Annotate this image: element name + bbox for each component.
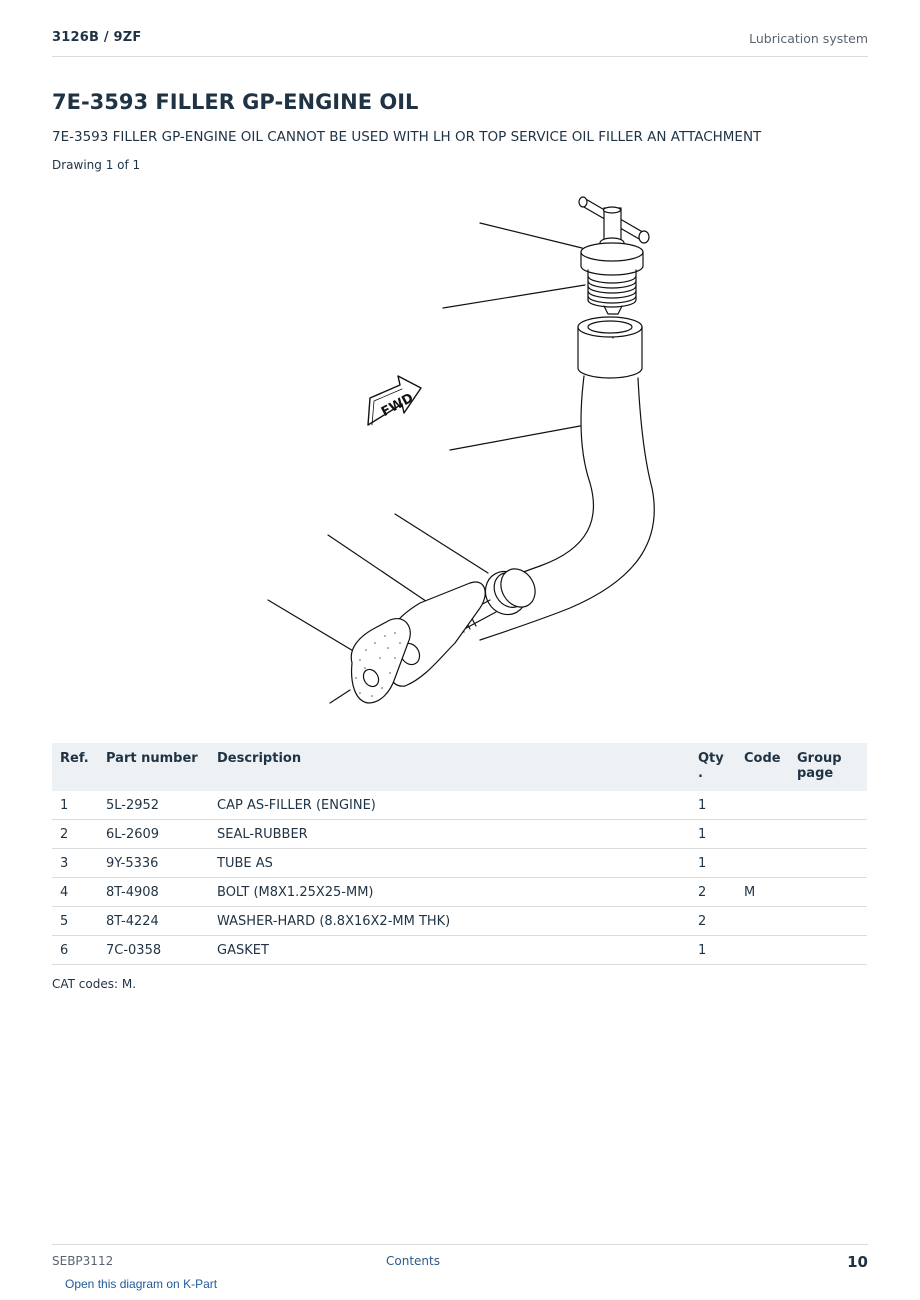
row-description: TUBE AS (209, 849, 690, 878)
col-ref: Ref. (52, 743, 98, 791)
row-part-number: 9Y-5336 (98, 849, 209, 878)
leader-line-4 (395, 514, 488, 573)
threaded-plug (588, 270, 636, 314)
table-row (52, 791, 867, 820)
drawing-count: Drawing 1 of 1 (52, 158, 141, 172)
row-ref: 1 (52, 791, 98, 820)
rubber-seal (578, 317, 642, 378)
row-qty: 2 (690, 907, 736, 936)
leader-line-2 (443, 285, 585, 308)
row-part-number: 7C-0358 (98, 936, 209, 965)
col-qty: Qty . (690, 743, 736, 791)
row-code (736, 849, 789, 878)
row-qty: 1 (690, 820, 736, 849)
document-id: SEBP3112 (52, 1254, 114, 1268)
row-ref: 2 (52, 820, 98, 849)
row-code (736, 907, 789, 936)
row-ref: 5 (52, 907, 98, 936)
col-description: Description (209, 743, 690, 791)
row-ref: 6 (52, 936, 98, 965)
row-group-page (789, 791, 867, 820)
row-qty: 2 (690, 878, 736, 907)
table-row (52, 936, 867, 965)
col-part-number: Part number (98, 743, 209, 791)
row-description: GASKET (209, 936, 690, 965)
row-ref: 4 (52, 878, 98, 907)
page-number: 10 (847, 1253, 868, 1271)
table-row (52, 820, 867, 849)
fwd-arrow-label: FWD (378, 390, 417, 420)
row-code (736, 820, 789, 849)
row-code (736, 936, 789, 965)
col-group-page: Group page (789, 743, 867, 791)
leader-line-3 (450, 426, 580, 450)
page-header (52, 28, 868, 57)
row-part-number: 8T-4908 (98, 878, 209, 907)
table-row (52, 849, 867, 878)
row-ref: 3 (52, 849, 98, 878)
row-description: BOLT (M8X1.25X25-MM) (209, 878, 690, 907)
row-group-page (789, 878, 867, 907)
row-group-page (789, 849, 867, 878)
cat-codes-note: CAT codes: M. (52, 977, 137, 991)
contents-link[interactable]: Contents (386, 1254, 440, 1268)
page-subtitle: 7E-3593 FILLER GP-ENGINE OIL CANNOT BE USED WITH LH OR TOP SERVICE OIL FILLER AN ATTACHMENT (52, 129, 762, 145)
row-qty: 1 (690, 849, 736, 878)
row-qty: 1 (690, 936, 736, 965)
bolt-head (478, 563, 542, 622)
filler-cap (579, 197, 649, 275)
model-code: 3126B / 9ZF (52, 30, 142, 45)
leader-line-6 (268, 600, 360, 655)
row-description: CAP AS-FILLER (ENGINE) (209, 791, 690, 820)
row-description: SEAL-RUBBER (209, 820, 690, 849)
row-part-number: 5L-2952 (98, 791, 209, 820)
row-code: M (736, 878, 789, 907)
row-group-page (789, 936, 867, 965)
leader-line-7 (330, 690, 350, 703)
parts-table (52, 743, 867, 965)
table-header-row (52, 743, 867, 791)
page-title: 7E-3593 FILLER GP-ENGINE OIL (52, 90, 419, 114)
col-code: Code (736, 743, 789, 791)
row-description: WASHER-HARD (8.8X16X2-MM THK) (209, 907, 690, 936)
row-group-page (789, 820, 867, 849)
row-part-number: 8T-4224 (98, 907, 209, 936)
page-footer (52, 1244, 868, 1275)
leader-line-1 (480, 223, 582, 248)
table-row (52, 907, 867, 936)
row-group-page (789, 907, 867, 936)
row-qty: 1 (690, 791, 736, 820)
table-row (52, 878, 867, 907)
kpart-diagram-link[interactable]: Open this diagram on K-Part (65, 1277, 218, 1291)
row-part-number: 6L-2609 (98, 820, 209, 849)
section-name: Lubrication system (749, 31, 868, 46)
row-code (736, 791, 789, 820)
parts-diagram (240, 188, 680, 718)
gasket (351, 619, 410, 703)
